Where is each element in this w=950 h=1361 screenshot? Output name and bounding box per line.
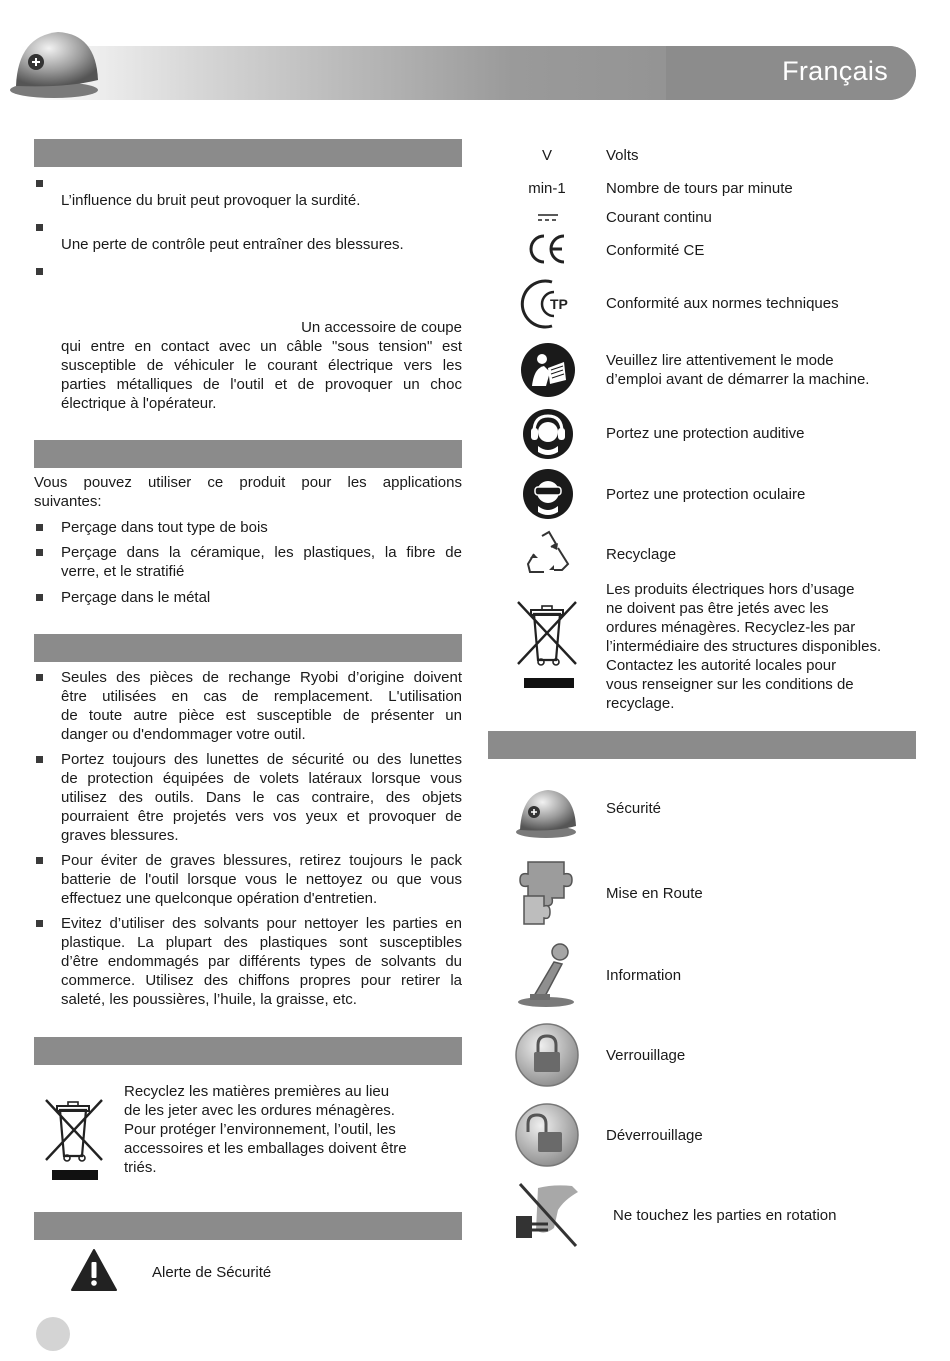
- symbol-label: Courant continu: [606, 209, 712, 226]
- helmet-icon: [6, 18, 106, 100]
- section-bar-1: [34, 139, 462, 167]
- bullet: [36, 674, 43, 681]
- bullet: [36, 594, 43, 601]
- section-bar-2: [34, 440, 462, 468]
- recycle-text-line: Pour protéger l’environnement, l’outil, les: [124, 1121, 396, 1138]
- list-item-line: Evitez d’utiliser des solvants pour nettoyer les parties en: [61, 915, 462, 932]
- warning-triangle-icon: [70, 1248, 118, 1292]
- symbol-label: l’intermédiaire des structures disponibles.: [606, 638, 882, 655]
- symbol-label: Portez une protection oculaire: [606, 486, 806, 503]
- symbol-label: Contactez les autorité locales pour: [606, 657, 837, 674]
- symbol-label: d’emploi avant de démarrer la machine.: [606, 371, 870, 388]
- list-item-line: susceptible de véhiculer le courant électrique vers les: [61, 357, 462, 374]
- pictogram-label: Verrouillage: [606, 1047, 686, 1064]
- section-bar-pictograms: [488, 731, 916, 759]
- symbol-code: V: [541, 147, 552, 164]
- list-item: Perçage dans le métal: [61, 589, 211, 606]
- list-item-line: Portez toujours des lunettes de sécurité ou des lunettes: [61, 751, 462, 768]
- symbol-label: Nombre de tours par minute: [606, 180, 793, 197]
- list-item-line: Seules des pièces de rechange Ryobi d’origine doivent: [61, 669, 462, 686]
- intro-line: suivantes:: [34, 493, 102, 510]
- symbol-label: Conformité CE: [606, 242, 705, 259]
- section-bar-4: [34, 1037, 462, 1065]
- padlock-closed-icon: [514, 1022, 580, 1088]
- alert-label: Alerte de Sécurité: [152, 1264, 272, 1281]
- symbol-label: Volts: [606, 147, 639, 164]
- symbol-label: ne doivent pas être jetés avec les: [606, 600, 829, 617]
- svg-text:TP: TP: [550, 296, 568, 312]
- list-item: Une perte de contrôle peut entraîner des blessures.: [61, 236, 404, 253]
- information-figure-icon: [514, 940, 580, 1008]
- symbol-label: Conformité aux normes techniques: [606, 295, 839, 312]
- list-item-line: qui entre en contact avec un câble "sous tension" est: [61, 338, 462, 355]
- list-item-line: danger ou d'endommager votre outil.: [61, 726, 306, 743]
- header-language: Français: [782, 56, 888, 86]
- recycle-text-line: triés.: [124, 1159, 157, 1176]
- list-item-line: Un accessoire de coupe: [301, 319, 462, 336]
- crossed-bin-icon: [516, 600, 578, 692]
- list-item-line: parties métalliques de l'outil et de provoquer un choc: [61, 376, 462, 393]
- list-item-line: commerce. Utilisez des chiffons propres pour retirer la: [61, 972, 462, 989]
- section-bar-5: [34, 1212, 462, 1240]
- list-item: Perçage dans la céramique, les plastiques, la fibre de: [61, 544, 462, 561]
- symbol-label: Les produits électriques hors d’usage: [606, 581, 855, 598]
- recycle-text-line: de les jeter avec les ordures ménagères.: [124, 1102, 395, 1119]
- list-item-line: Pour éviter de graves blessures, retirez toujours le pack: [61, 852, 462, 869]
- list-item-line: effectuez une quelconque opération d'entretien.: [61, 890, 378, 907]
- pictogram-label: Sécurité: [606, 800, 662, 817]
- list-item-line: graves blessures.: [61, 827, 179, 844]
- list-item: L’influence du bruit peut provoquer la surdité.: [61, 192, 361, 209]
- list-item-line: de toute autre pièce est susceptible de présenter un: [61, 707, 462, 724]
- list-item-line: pourraient être projetés vers vos yeux et provoquer de: [61, 808, 462, 825]
- symbol-label: Recyclage: [606, 546, 677, 563]
- list-item: Perçage dans tout type de bois: [61, 519, 268, 536]
- padlock-open-icon: [514, 1102, 580, 1168]
- bullet: [36, 268, 43, 275]
- bullet: [36, 180, 43, 187]
- gost-tp-mark-icon: [520, 278, 576, 330]
- pictogram-label: Mise en Route: [606, 885, 703, 902]
- list-item: verre, et le stratifié: [61, 563, 185, 580]
- direct-current-icon: [536, 212, 560, 224]
- ear-protection-icon: [522, 408, 574, 460]
- crossed-bin-icon: [42, 1096, 108, 1184]
- list-item-line: d’être endommagés par différents types de solvants du: [61, 953, 462, 970]
- recycle-text-line: accessoires et les emballages doivent être: [124, 1140, 407, 1157]
- symbol-label: ordures ménagères. Recyclez-les par: [606, 619, 856, 636]
- list-item-line: utilisez des outils. Dans le cas contraire, des objets: [61, 789, 462, 806]
- eye-protection-icon: [522, 468, 574, 520]
- bullet: [36, 857, 43, 864]
- bullet: [36, 756, 43, 763]
- symbol-label: recyclage.: [606, 695, 675, 712]
- list-item-line: plastique. La plupart des plastiques sont susceptibles: [61, 934, 462, 951]
- bullet: [36, 524, 43, 531]
- puzzle-icon: [514, 856, 580, 926]
- pictogram-label: Information: [606, 967, 682, 984]
- list-item-line: de protection équipées de volets latéraux lorsque vous: [61, 770, 462, 787]
- recycle-text-line: Recyclez les matières premières au lieu: [124, 1083, 390, 1100]
- list-item-line: être utilisées en cas de remplacement. L'utilisation: [61, 688, 462, 705]
- bullet: [36, 549, 43, 556]
- bullet: [36, 224, 43, 231]
- bullet: [36, 920, 43, 927]
- symbol-label: Veuillez lire attentivement le mode: [606, 352, 834, 369]
- no-touch-rotating-icon: [514, 1180, 584, 1250]
- pictogram-label: Déverrouillage: [606, 1127, 703, 1144]
- symbol-label: vous renseigner sur les conditions de: [606, 676, 854, 693]
- helmet-icon: [514, 780, 580, 840]
- pictogram-label: Ne touchez les parties en rotation: [613, 1207, 837, 1224]
- list-item-line: batterie de l'outil lorsque vous le nettoyez ou que vous: [61, 871, 462, 888]
- symbol-code: min-1: [528, 180, 566, 197]
- recycle-icon: [524, 530, 574, 578]
- ce-mark-icon: [526, 232, 570, 266]
- read-manual-icon: [520, 342, 576, 398]
- page-number-badge: [36, 1317, 70, 1351]
- intro-line: Vous pouvez utiliser ce produit pour les applications: [34, 474, 462, 491]
- symbol-label: Portez une protection auditive: [606, 425, 805, 442]
- list-item-line: électrique à l'opérateur.: [61, 395, 217, 412]
- list-item-line: saleté, les poussières, l’huile, la graisse, etc.: [61, 991, 357, 1008]
- section-bar-3: [34, 634, 462, 662]
